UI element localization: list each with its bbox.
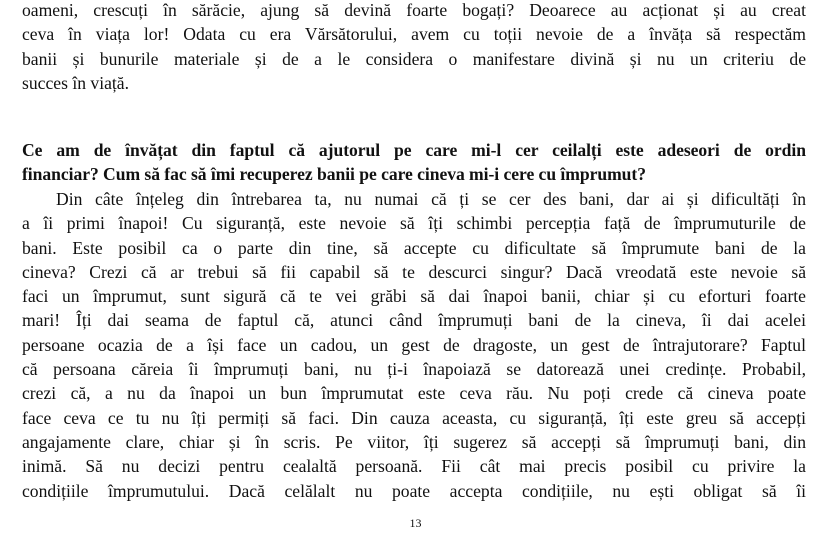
- text-line: faci un împrumut, sunt sigură că te vei grăbi să dai înapoi banii, chiar și cu eforturi foarte: [22, 286, 806, 307]
- text-line: mari! Îți dai seama de faptul că, atunci când împrumuți bani de la cineva, îi dai acelei: [22, 310, 806, 331]
- text-line: persoane ocazia de a își face un cadou, un gest de dragoste, un gest de întrajutorare? Faptul: [22, 334, 806, 355]
- paragraph-intro: [22, 0, 806, 95]
- question-line: financiar? Cum să fac să îmi recuperez banii pe care cineva mi-i cere cu împrumut?: [22, 164, 646, 185]
- text-line: crezi că, a nu da înapoi un bun împrumutat este ceva rău. Nu poți crede că cineva poate: [22, 383, 806, 404]
- question-heading: [22, 138, 806, 187]
- question-line: Ce am de învățat din faptul că ajutorul pe care mi-l cer ceilalți este adeseori de ordin: [22, 140, 806, 160]
- text-line: face ceva ce tu nu îți permiți să faci. Din cauza aceasta, cu siguranță, îți este greu să accepți: [22, 407, 806, 428]
- text-line: ceva în viața lor! Odata cu era Vărsătorului, avem cu toții nevoie de a învăța să respectăm: [22, 24, 806, 45]
- text-line: a îi primi înapoi! Cu siguranță, este nevoie să îți schimbi percepția față de împrumuturile de: [22, 213, 806, 234]
- paragraph-answer: [22, 187, 806, 503]
- text-line: oameni, crescuți în sărăcie, ajung să devină foarte bogați? Deoarece au acționat și au creat: [22, 0, 806, 20]
- text-line: bani. Este posibil ca o parte din tine, să accepte cu dificultate să împrumute bani de la: [22, 237, 806, 258]
- text-line: angajamente clare, chiar și în scris. Pe viitor, îți sugerez să accepți să împrumuți bani, din: [22, 431, 806, 452]
- text-line: banii și bunurile materiale și de a le considera o manifestare divină și nu un criteriu de: [22, 48, 806, 69]
- text-line: Din câte înțeleg din întrebarea ta, nu numai că ți se cer des bani, dar ai și dificultăți în: [56, 189, 806, 209]
- text-line: condițiile împrumutului. Dacă celălalt nu poate accepta condițiile, nu ești obligat să îi: [22, 480, 806, 501]
- text-line: cineva? Crezi că ar trebui să fii capabil să te descurci singur? Dacă vreodată este nevoie să: [22, 261, 806, 282]
- text-line: inimă. Să nu decizi pentru cealaltă persoană. Fii cât mai precis posibil cu privire la: [22, 456, 806, 477]
- text-line: că persoana căreia îi împrumuți bani, nu ți-i înapoiază se datorează unei credințe. Probabil,: [22, 359, 806, 380]
- text-line: succes în viață.: [22, 72, 129, 93]
- page-number: 13: [409, 516, 422, 530]
